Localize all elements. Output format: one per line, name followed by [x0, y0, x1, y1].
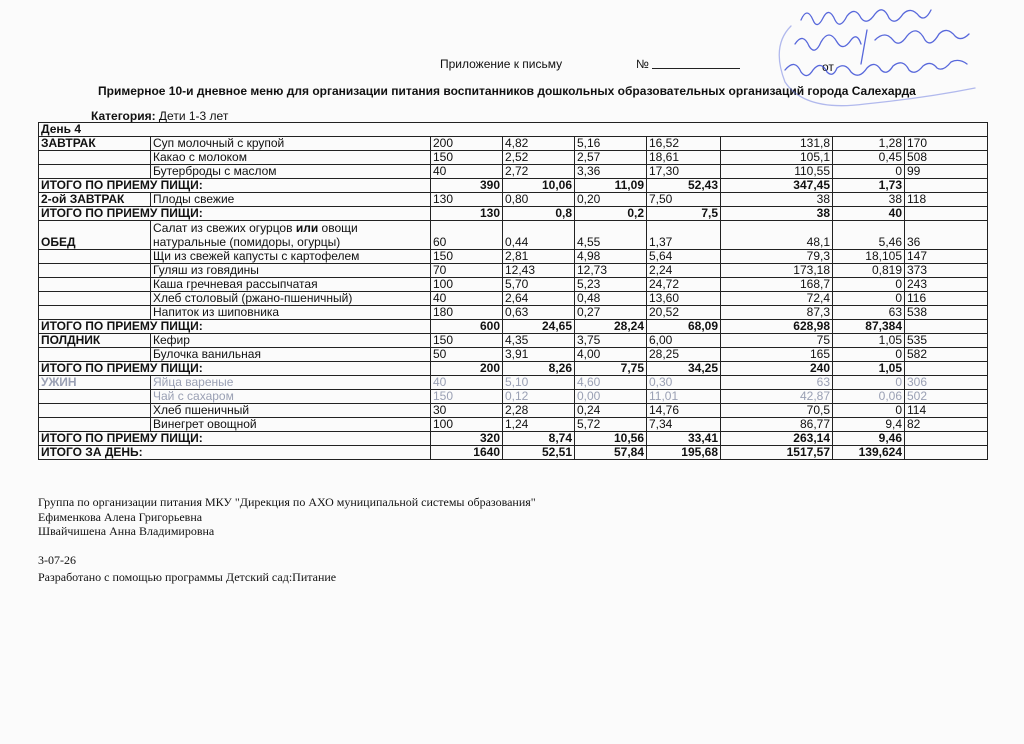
dish-carbs: 24,72 — [647, 278, 721, 292]
dish-energy: 38 — [721, 193, 833, 207]
dish-recipe-number: 538 — [905, 306, 988, 320]
total-label: ИТОГО ЗА ДЕНЬ: — [39, 446, 431, 460]
dish-protein: 5,10 — [503, 376, 575, 390]
total-carbs: 52,43 — [647, 179, 721, 193]
dish-carbs: 18,61 — [647, 151, 721, 165]
dish-carbs: 7,50 — [647, 193, 721, 207]
dish-name: Чай с сахаром — [151, 390, 431, 404]
total-vitamin-c: 9,46 — [833, 432, 905, 446]
dish-recipe-number: 118 — [905, 193, 988, 207]
dish-name: Каша гречневая рассыпчатая — [151, 278, 431, 292]
dish-recipe-number: 306 — [905, 376, 988, 390]
dish-fat: 12,73 — [575, 264, 647, 278]
dish-name: Бутерброды с маслом — [151, 165, 431, 179]
dish-vitamin-c: 0 — [833, 292, 905, 306]
dish-recipe-number: 116 — [905, 292, 988, 306]
dish-recipe-number: 99 — [905, 165, 988, 179]
dish-protein: 0,44 — [503, 221, 575, 250]
dish-fat: 0,20 — [575, 193, 647, 207]
footer-person-1: Ефименкова Алена Григорьевна — [38, 510, 203, 524]
dish-protein: 4,35 — [503, 334, 575, 348]
total-carbs: 195,68 — [647, 446, 721, 460]
dish-weight: 70 — [431, 264, 503, 278]
letter-date-label: от — [822, 60, 834, 74]
dish-carbs: 14,76 — [647, 404, 721, 418]
menu-table-body — [39, 123, 988, 460]
dish-energy: 63 — [721, 376, 833, 390]
dish-name-part: овощи натуральные (помидоры, огурцы) — [153, 221, 358, 249]
total-fat: 57,84 — [575, 446, 647, 460]
dish-vitamin-c: 0 — [833, 165, 905, 179]
total-protein: 0,8 — [503, 207, 575, 221]
total-vitamin-c: 1,05 — [833, 362, 905, 376]
dish-recipe-number: 535 — [905, 334, 988, 348]
total-label: ИТОГО ПО ПРИЕМУ ПИЩИ: — [39, 362, 431, 376]
total-carbs: 33,41 — [647, 432, 721, 446]
dish-protein: 0,63 — [503, 306, 575, 320]
dish-name: Гуляш из говядины — [151, 264, 431, 278]
dish-energy: 105,1 — [721, 151, 833, 165]
meal-total-row — [39, 362, 988, 376]
dish-fat: 4,00 — [575, 348, 647, 362]
menu-item-row — [39, 348, 988, 362]
meal-section-label — [39, 292, 151, 306]
dish-recipe-number: 114 — [905, 404, 988, 418]
meal-section-label — [39, 151, 151, 165]
meal-section-label: ПОЛДНИК — [39, 334, 151, 348]
dish-weight: 60 — [431, 221, 503, 250]
total-empty-cell — [905, 362, 988, 376]
approval-handwritten-stamp — [755, 0, 1024, 110]
dish-fat: 4,98 — [575, 250, 647, 264]
menu-item-row — [39, 334, 988, 348]
category-label: Категория: — [91, 109, 156, 123]
dish-energy: 173,18 — [721, 264, 833, 278]
menu-item-row — [39, 137, 988, 151]
dish-weight: 150 — [431, 390, 503, 404]
total-label: ИТОГО ПО ПРИЕМУ ПИЩИ: — [39, 432, 431, 446]
dish-carbs: 6,00 — [647, 334, 721, 348]
dish-fat: 0,00 — [575, 390, 647, 404]
total-vitamin-c: 87,384 — [833, 320, 905, 334]
dish-energy: 79,3 — [721, 250, 833, 264]
dish-energy: 165 — [721, 348, 833, 362]
total-carbs: 34,25 — [647, 362, 721, 376]
total-energy: 1517,57 — [721, 446, 833, 460]
dish-name: Плоды свежие — [151, 193, 431, 207]
dish-weight: 130 — [431, 193, 503, 207]
menu-item-row — [39, 221, 988, 250]
dish-protein: 0,12 — [503, 390, 575, 404]
total-weight: 200 — [431, 362, 503, 376]
dish-protein: 0,80 — [503, 193, 575, 207]
letter-number-label: № — [636, 57, 649, 71]
dish-fat: 0,48 — [575, 292, 647, 306]
dish-protein: 2,81 — [503, 250, 575, 264]
dish-vitamin-c: 1,05 — [833, 334, 905, 348]
dish-vitamin-c: 63 — [833, 306, 905, 320]
dish-carbs: 16,52 — [647, 137, 721, 151]
dish-name: Хлеб пшеничный — [151, 404, 431, 418]
dish-name-part: Салат из свежих огурцов — [153, 221, 296, 235]
dish-name: Какао с молоком — [151, 151, 431, 165]
dish-name: Щи из свежей капусты с картофелем — [151, 250, 431, 264]
total-protein: 8,74 — [503, 432, 575, 446]
menu-item-row — [39, 306, 988, 320]
meal-total-row — [39, 320, 988, 334]
dish-protein: 2,72 — [503, 165, 575, 179]
total-empty-cell — [905, 207, 988, 221]
menu-item-row — [39, 264, 988, 278]
dish-name: Суп молочный с крупой — [151, 137, 431, 151]
dish-weight: 150 — [431, 334, 503, 348]
total-vitamin-c: 139,624 — [833, 446, 905, 460]
dish-name: Винегрет овощной — [151, 418, 431, 432]
dish-fat: 3,75 — [575, 334, 647, 348]
dish-carbs: 5,64 — [647, 250, 721, 264]
page-title: Примерное 10-и дневное меню для организации питания воспитанников дошкольных образовательных организаций города Салехарда — [98, 84, 916, 98]
total-fat: 11,09 — [575, 179, 647, 193]
dish-fat: 5,23 — [575, 278, 647, 292]
dish-carbs: 20,52 — [647, 306, 721, 320]
meal-section-label — [39, 348, 151, 362]
total-energy: 628,98 — [721, 320, 833, 334]
dish-carbs: 17,30 — [647, 165, 721, 179]
dish-fat: 4,55 — [575, 221, 647, 250]
total-vitamin-c: 40 — [833, 207, 905, 221]
dish-protein: 2,64 — [503, 292, 575, 306]
meal-section-label — [39, 390, 151, 404]
dish-protein: 1,24 — [503, 418, 575, 432]
dish-fat: 0,27 — [575, 306, 647, 320]
day-label: День 4 — [39, 123, 988, 137]
dish-recipe-number: 243 — [905, 278, 988, 292]
meal-total-row — [39, 432, 988, 446]
dish-name: Булочка ванильная — [151, 348, 431, 362]
total-weight: 320 — [431, 432, 503, 446]
dish-vitamin-c: 38 — [833, 193, 905, 207]
total-fat: 0,2 — [575, 207, 647, 221]
dish-vitamin-c: 0,45 — [833, 151, 905, 165]
dish-fat: 2,57 — [575, 151, 647, 165]
menu-item-row — [39, 390, 988, 404]
dish-recipe-number: 147 — [905, 250, 988, 264]
footer-organization: Группа по организации питания МКУ "Дирекция по АХО муниципальной системы образования" — [38, 495, 536, 509]
dish-energy: 131,8 — [721, 137, 833, 151]
dish-fat: 5,72 — [575, 418, 647, 432]
dish-energy: 70,5 — [721, 404, 833, 418]
dish-name-or: или — [295, 221, 319, 235]
total-weight: 390 — [431, 179, 503, 193]
meal-section-label: ОБЕД — [39, 221, 151, 250]
footer-person-2: Швайчишена Анна Владимировна — [38, 524, 215, 538]
meal-section-label — [39, 404, 151, 418]
meal-section-label — [39, 264, 151, 278]
dish-energy: 87,3 — [721, 306, 833, 320]
total-energy: 263,14 — [721, 432, 833, 446]
total-protein: 8,26 — [503, 362, 575, 376]
total-fat: 7,75 — [575, 362, 647, 376]
dish-name: Яйца вареные — [151, 376, 431, 390]
dish-vitamin-c: 18,105 — [833, 250, 905, 264]
dish-recipe-number: 82 — [905, 418, 988, 432]
total-protein: 24,65 — [503, 320, 575, 334]
meal-total-row — [39, 446, 988, 460]
dish-carbs: 0,30 — [647, 376, 721, 390]
dish-carbs: 2,24 — [647, 264, 721, 278]
dish-recipe-number: 373 — [905, 264, 988, 278]
total-energy: 240 — [721, 362, 833, 376]
footer-developed-by: Разработано с помощью программы Детский сад:Питание — [38, 570, 337, 584]
menu-item-row — [39, 250, 988, 264]
dish-weight: 40 — [431, 292, 503, 306]
dish-energy: 72,4 — [721, 292, 833, 306]
meal-section-label: 2-ой ЗАВТРАК — [39, 193, 151, 207]
total-carbs: 68,09 — [647, 320, 721, 334]
dish-fat: 0,24 — [575, 404, 647, 418]
dish-protein: 5,70 — [503, 278, 575, 292]
total-weight: 600 — [431, 320, 503, 334]
dish-name: Напиток из шиповника — [151, 306, 431, 320]
dish-carbs: 1,37 — [647, 221, 721, 250]
meal-section-label — [39, 165, 151, 179]
dish-carbs: 13,60 — [647, 292, 721, 306]
dish-carbs: 28,25 — [647, 348, 721, 362]
total-weight: 1640 — [431, 446, 503, 460]
dish-weight: 40 — [431, 376, 503, 390]
total-energy: 38 — [721, 207, 833, 221]
dish-weight: 100 — [431, 418, 503, 432]
dish-vitamin-c: 0,819 — [833, 264, 905, 278]
dish-protein: 12,43 — [503, 264, 575, 278]
dish-recipe-number: 582 — [905, 348, 988, 362]
total-weight: 130 — [431, 207, 503, 221]
dish-vitamin-c: 0 — [833, 278, 905, 292]
dish-recipe-number: 508 — [905, 151, 988, 165]
total-protein: 52,51 — [503, 446, 575, 460]
total-empty-cell — [905, 320, 988, 334]
meal-total-row — [39, 179, 988, 193]
meal-section-label — [39, 278, 151, 292]
letter-reference-label: Приложение к письму — [440, 57, 563, 71]
dish-carbs: 7,34 — [647, 418, 721, 432]
menu-item-row — [39, 165, 988, 179]
category-line — [91, 109, 228, 123]
total-vitamin-c: 1,73 — [833, 179, 905, 193]
total-label: ИТОГО ПО ПРИЕМУ ПИЩИ: — [39, 179, 431, 193]
dish-weight: 150 — [431, 151, 503, 165]
dish-weight: 180 — [431, 306, 503, 320]
dish-energy: 168,7 — [721, 278, 833, 292]
dish-energy: 48,1 — [721, 221, 833, 250]
dish-fat: 3,36 — [575, 165, 647, 179]
letter-number-blank-line — [652, 68, 740, 69]
dish-weight: 50 — [431, 348, 503, 362]
dish-vitamin-c: 1,28 — [833, 137, 905, 151]
category-value: Дети 1-3 лет — [158, 109, 229, 123]
total-empty-cell — [905, 179, 988, 193]
dish-recipe-number: 170 — [905, 137, 988, 151]
dish-vitamin-c: 0,06 — [833, 390, 905, 404]
dish-vitamin-c: 5,46 — [833, 221, 905, 250]
dish-fat: 4,60 — [575, 376, 647, 390]
meal-section-label: УЖИН — [39, 376, 151, 390]
dish-protein: 2,52 — [503, 151, 575, 165]
meal-section-label: ЗАВТРАК — [39, 137, 151, 151]
total-fat: 10,56 — [575, 432, 647, 446]
total-empty-cell — [905, 432, 988, 446]
total-label: ИТОГО ПО ПРИЕМУ ПИЩИ: — [39, 320, 431, 334]
dish-fat: 5,16 — [575, 137, 647, 151]
menu-item-row — [39, 404, 988, 418]
dish-protein: 2,28 — [503, 404, 575, 418]
dish-recipe-number: 502 — [905, 390, 988, 404]
total-carbs: 7,5 — [647, 207, 721, 221]
total-energy: 347,45 — [721, 179, 833, 193]
dish-weight: 30 — [431, 404, 503, 418]
dish-weight: 40 — [431, 165, 503, 179]
dish-weight: 100 — [431, 278, 503, 292]
menu-item-row — [39, 193, 988, 207]
dish-name: Хлеб столовый (ржано-пшеничный) — [151, 292, 431, 306]
dish-carbs: 11,01 — [647, 390, 721, 404]
dish-protein: 4,82 — [503, 137, 575, 151]
dish-vitamin-c: 9,4 — [833, 418, 905, 432]
dish-energy: 75 — [721, 334, 833, 348]
dish-name: Кефир — [151, 334, 431, 348]
dish-recipe-number: 36 — [905, 221, 988, 250]
dish-energy: 86,77 — [721, 418, 833, 432]
meal-section-label — [39, 250, 151, 264]
footer-code: 3-07-26 — [38, 553, 76, 567]
meal-section-label — [39, 418, 151, 432]
menu-table — [38, 122, 988, 460]
total-empty-cell — [905, 446, 988, 460]
dish-vitamin-c: 0 — [833, 376, 905, 390]
menu-item-row — [39, 292, 988, 306]
dish-weight: 200 — [431, 137, 503, 151]
total-label: ИТОГО ПО ПРИЕМУ ПИЩИ: — [39, 207, 431, 221]
meal-total-row — [39, 207, 988, 221]
dish-protein: 3,91 — [503, 348, 575, 362]
dish-name — [151, 221, 431, 250]
menu-item-row — [39, 376, 988, 390]
menu-item-row — [39, 278, 988, 292]
dish-vitamin-c: 0 — [833, 404, 905, 418]
dish-weight: 150 — [431, 250, 503, 264]
meal-section-label — [39, 306, 151, 320]
menu-item-row — [39, 151, 988, 165]
total-fat: 28,24 — [575, 320, 647, 334]
menu-item-row — [39, 418, 988, 432]
total-protein: 10,06 — [503, 179, 575, 193]
dish-energy: 42,87 — [721, 390, 833, 404]
day-header-row — [39, 123, 988, 137]
dish-vitamin-c: 0 — [833, 348, 905, 362]
dish-energy: 110,55 — [721, 165, 833, 179]
